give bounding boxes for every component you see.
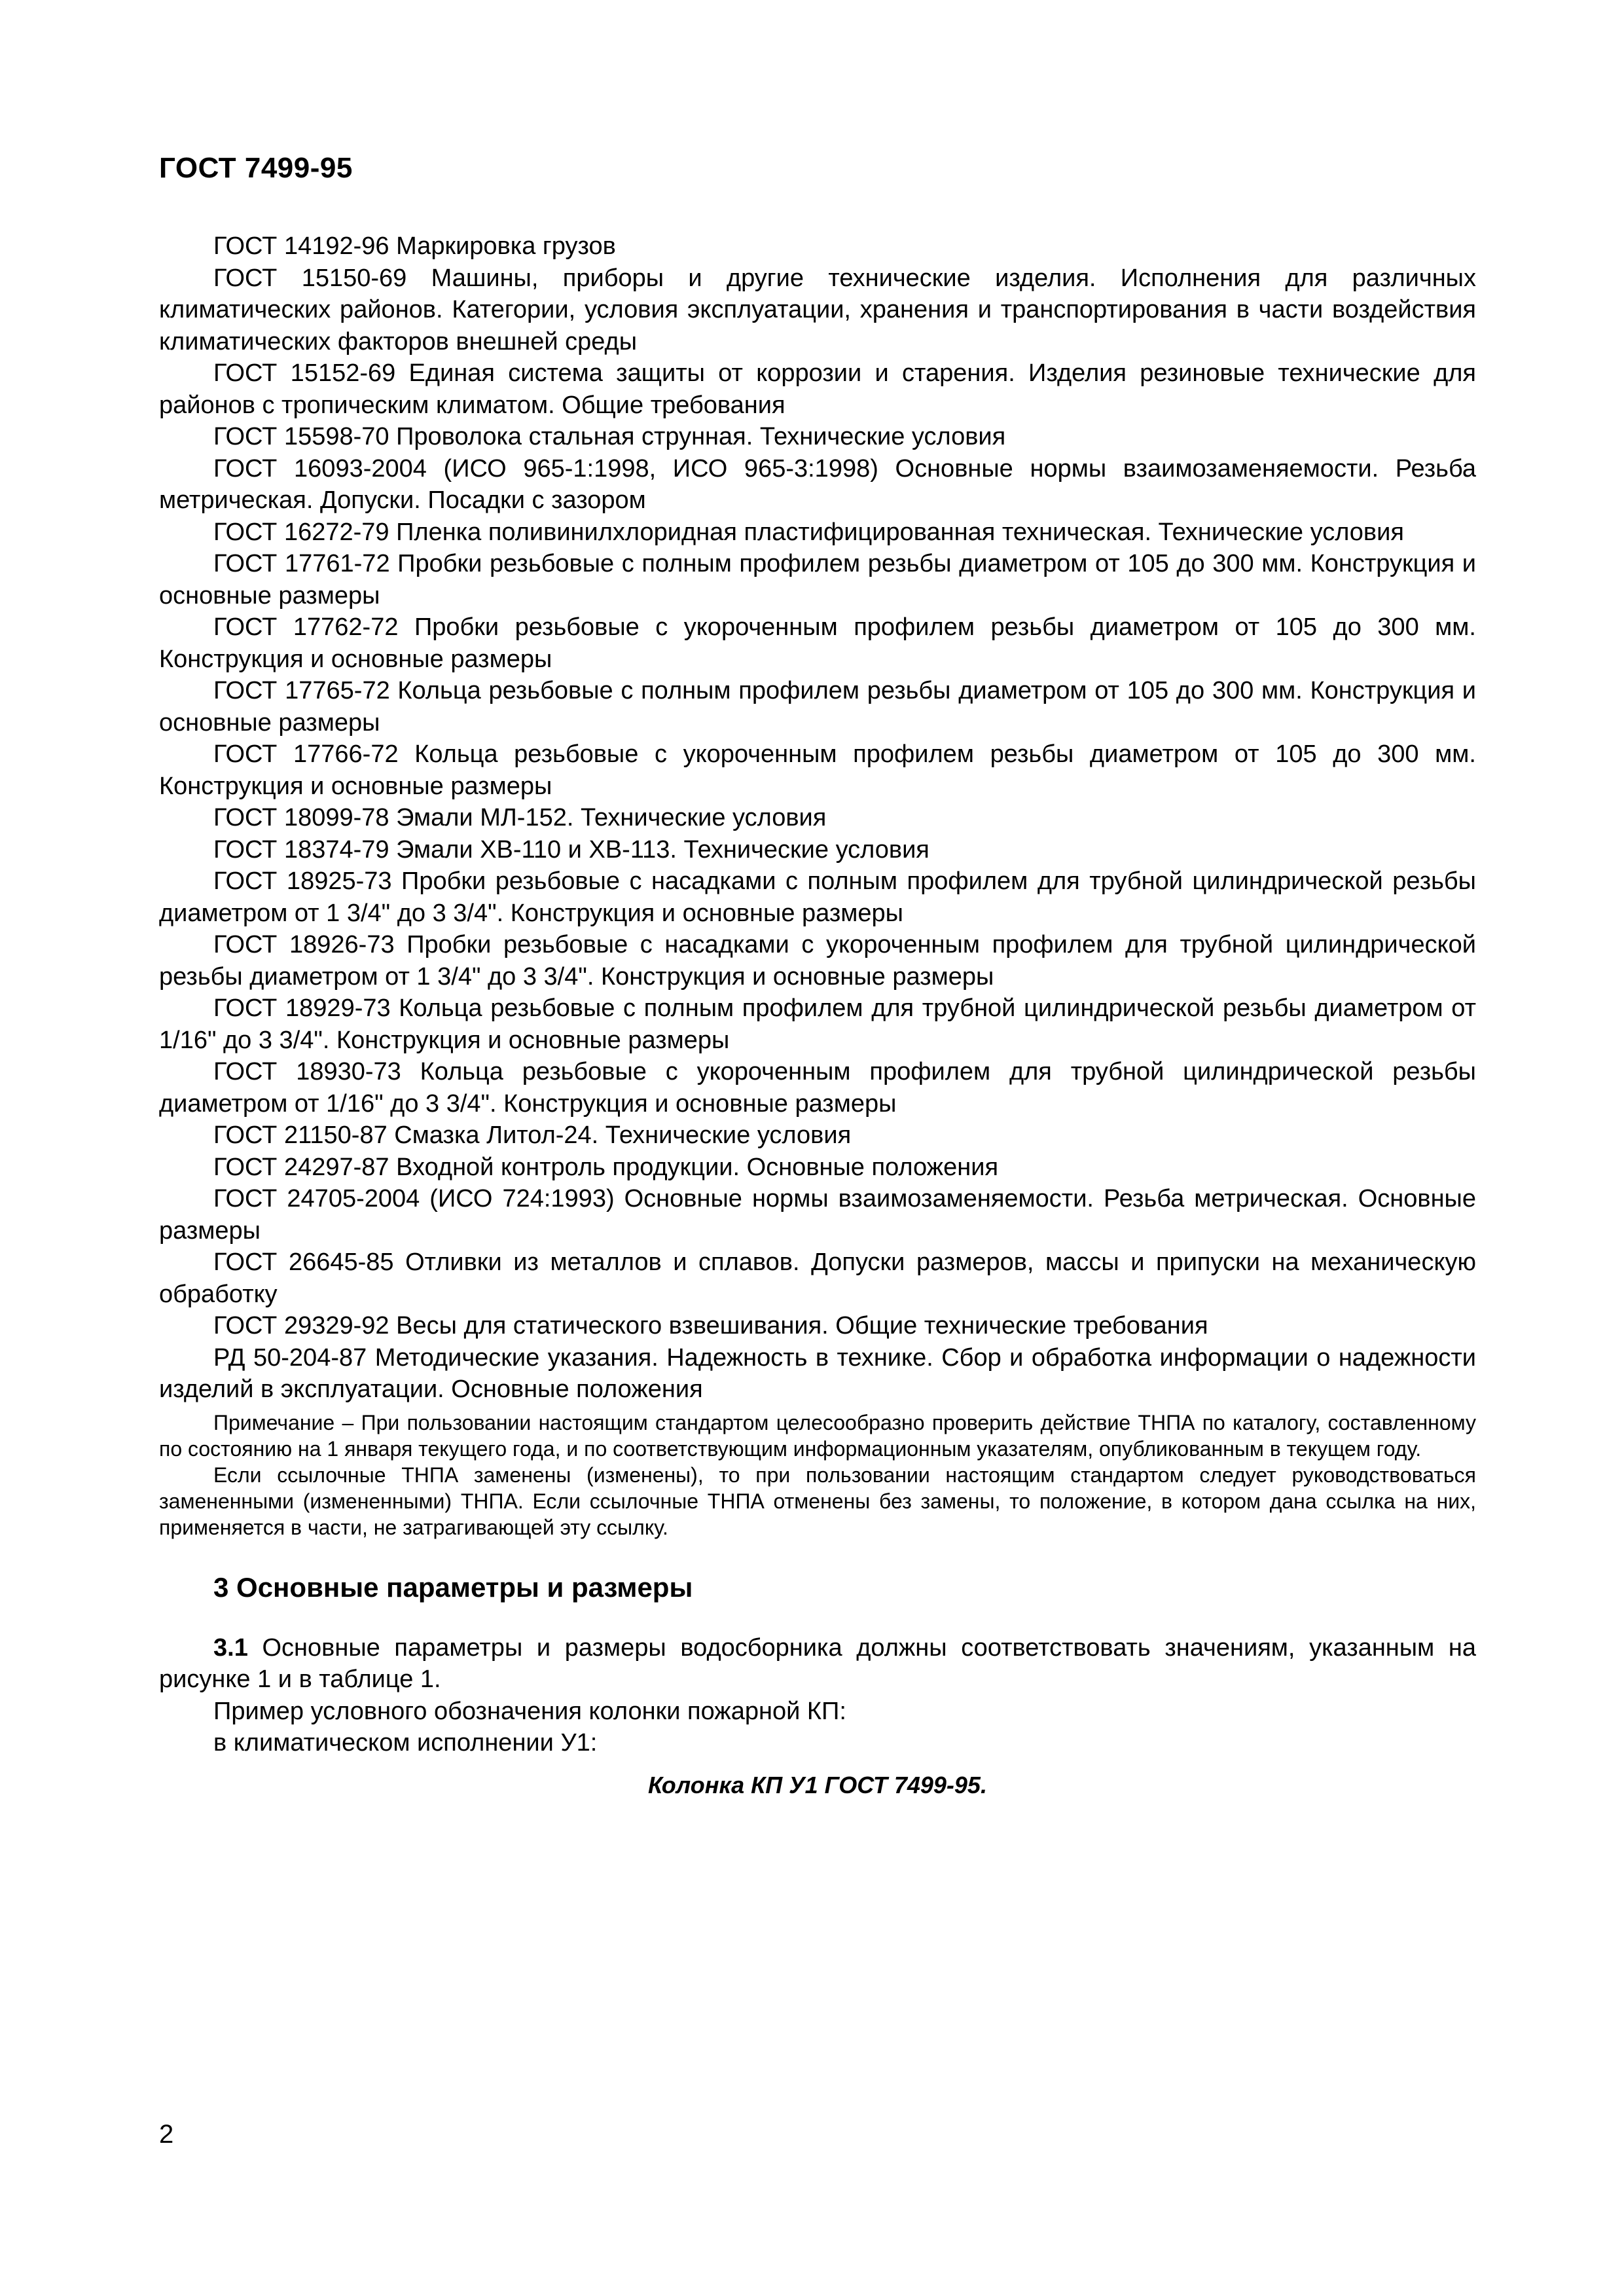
reference-item: ГОСТ 15150-69 Машины, приборы и другие технические изделия. Исполнения для различных климатических районов. Категории, условия эксплуатации, хранения и транспортирования в части воздействия климатических факторов внешней среды: [159, 264, 1476, 355]
reference-item: ГОСТ 17761-72 Пробки резьбовые с полным профилем резьбы диаметром от 105 до 300 мм. Конструкция и основные размеры: [159, 550, 1476, 610]
reference-item: ГОСТ 18929-73 Кольца резьбовые с полным профилем для трубной цилиндрической резьбы диаметром от 1/16" до 3 3/4". Конструкция и основные размеры: [159, 994, 1476, 1054]
reference-item: ГОСТ 26645-85 Отливки из металлов и сплавов. Допуски размеров, массы и припуски на механическую обработку: [159, 1248, 1476, 1308]
clause-text: Основные параметры и размеры водосборника должны соответствовать значениям, указанным на рисунке 1 и в таблице 1.: [159, 1633, 1476, 1693]
note-paragraph: Примечание – При пользовании настоящим стандартом целесообразно проверить действие ТНПА по каталогу, составленному по состоянию на 1 января текущего года, и по соответствующим информационным указателям, опубликованным в текущем году.: [159, 1410, 1476, 1461]
designation-example: Колонка КП У1 ГОСТ 7499-95.: [648, 1771, 987, 1798]
reference-item: ГОСТ 18925-73 Пробки резьбовые с насадками с полным профилем для трубной цилиндрической резьбы диаметром от 1 3/4" до 3 3/4". Конструкция и основные размеры: [159, 867, 1476, 927]
reference-item: ГОСТ 14192-96 Маркировка грузов: [213, 232, 616, 260]
clause-paragraph: [159, 1632, 1476, 1696]
reference-item: ГОСТ 21150-87 Смазка Литол-24. Технические условия: [213, 1121, 852, 1149]
reference-item: ГОСТ 17765-72 Кольца резьбовые с полным профилем резьбы диаметром от 105 до 300 мм. Конструкция и основные размеры: [159, 677, 1476, 737]
document-page: [159, 0, 1476, 2296]
reference-item: ГОСТ 18099-78 Эмали МЛ-152. Технические условия: [213, 804, 827, 831]
reference-item: РД 50-204-87 Методические указания. Надежность в технике. Сбор и обработка информации о надежности изделий в эксплуатации. Основные положения: [159, 1343, 1476, 1403]
document-code-header: ГОСТ 7499-95: [159, 152, 353, 184]
reference-item: ГОСТ 24297-87 Входной контроль продукции. Основные положения: [213, 1153, 999, 1181]
reference-item: ГОСТ 15598-70 Проволока стальная струнная. Технические условия: [213, 423, 1006, 450]
reference-item: ГОСТ 18926-73 Пробки резьбовые с насадками с укороченным профилем для трубной цилиндрической резьбы диаметром от 1 3/4" до 3 3/4". Конструкция и основные размеры: [159, 931, 1476, 991]
normative-references-list: [159, 230, 1476, 1801]
reference-item: ГОСТ 17766-72 Кольца резьбовые с укороченным профилем резьбы диаметром от 105 до 300 мм. Конструкция и основные размеры: [159, 740, 1476, 800]
reference-item: ГОСТ 24705-2004 (ИСО 724:1993) Основные нормы взаимозаменяемости. Резьба метрическая. Основные размеры: [159, 1185, 1476, 1245]
reference-item: ГОСТ 16272-79 Пленка поливинилхлоридная пластифицированная техническая. Технические условия: [213, 518, 1404, 546]
note-paragraph: Если ссылочные ТНПА заменены (изменены), то при пользовании настоящим стандартом следует руководствоваться замененными (измененными) ТНПА. Если ссылочные ТНПА отменены без замены, то положение, в котором дана ссылка на них, применяется в части, не затрагивающей эту ссылку.: [159, 1463, 1476, 1539]
example-intro: Пример условного обозначения колонки пожарной КП:: [213, 1697, 846, 1725]
reference-item: ГОСТ 29329-92 Весы для статического взвешивания. Общие технические требования: [213, 1312, 1208, 1339]
example-condition: в климатическом исполнении У1:: [213, 1729, 598, 1757]
notes-block: [159, 1410, 1476, 1540]
reference-item: ГОСТ 16093-2004 (ИСО 965-1:1998, ИСО 965-3:1998) Основные нормы взаимозаменяемости. Резьба метрическая. Допуски. Посадки с зазором: [159, 454, 1476, 514]
reference-item: ГОСТ 18930-73 Кольца резьбовые с укороченным профилем для трубной цилиндрической резьбы диаметром от 1/16" до 3 3/4". Конструкция и основные размеры: [159, 1058, 1476, 1118]
reference-item: ГОСТ 18374-79 Эмали ХВ-110 и ХВ-113. Технические условия: [213, 835, 929, 864]
clause-number: 3.1: [213, 1633, 248, 1662]
section-title: 3 Основные параметры и размеры: [213, 1571, 693, 1603]
reference-item: ГОСТ 17762-72 Пробки резьбовые с укороченным профилем резьбы диаметром от 105 до 300 мм. Конструкция и основные размеры: [159, 613, 1476, 673]
reference-item: ГОСТ 15152-69 Единая система защиты от коррозии и старения. Изделия резиновые технические для районов с тропическим климатом. Общие требования: [159, 359, 1476, 419]
page-number: 2: [159, 2120, 174, 2149]
